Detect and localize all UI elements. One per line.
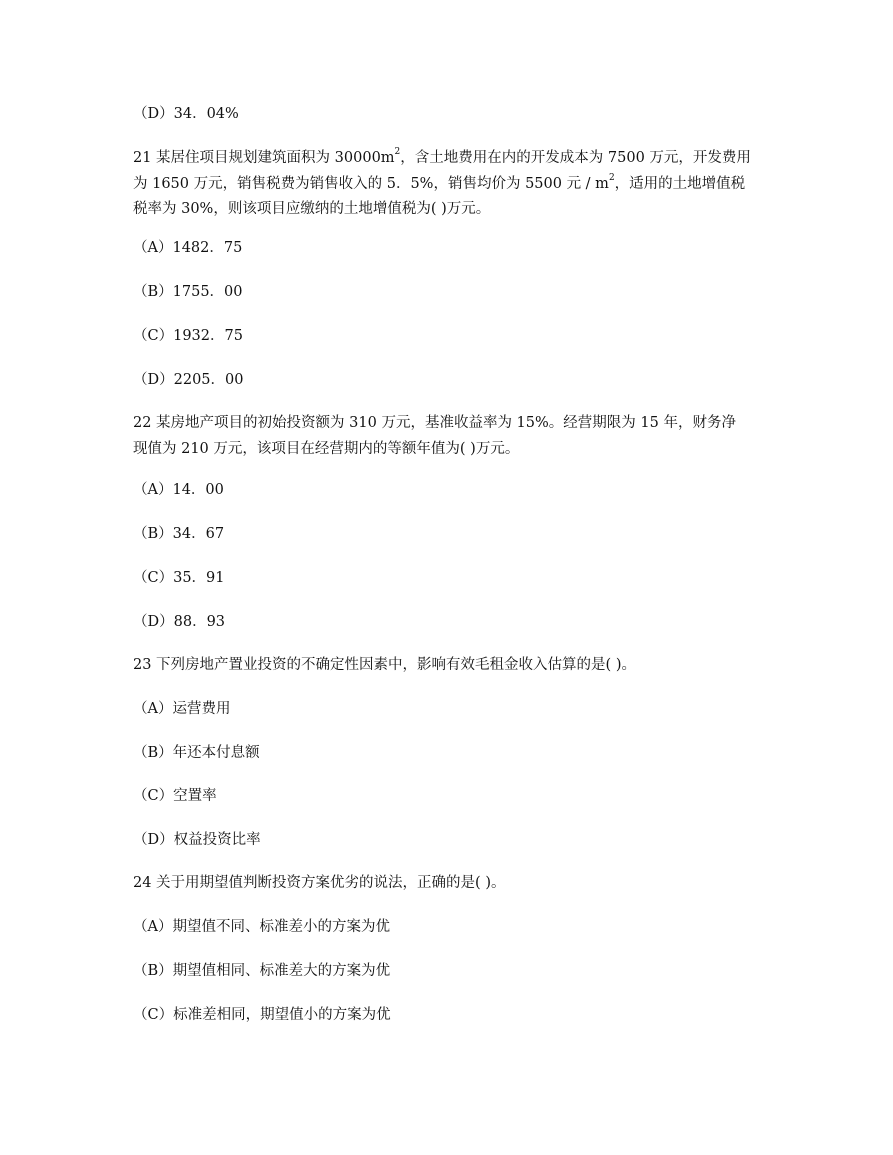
question-21-text: 21 某居住项目规划建筑面积为 30000m (133, 150, 395, 166)
q23-option-a: （A）运营费用 (133, 701, 231, 717)
question-21-text: ，含土地费用在内的开发成本为 7500 万元，开发费用 (400, 150, 751, 166)
q22-option-d: （D）88．93 (133, 614, 226, 630)
question-23-line-1: 23 下列房地产置业投资的不确定性因素中，影响有效毛租金收入估算的是( )。 (133, 657, 636, 673)
q21-option-c: （C）1932．75 (133, 328, 243, 344)
question-21-line-2 (133, 174, 745, 194)
superscript: 2 (394, 147, 401, 157)
question-21-line-1 (133, 148, 751, 168)
q23-option-b: （B）年还本付息额 (133, 745, 260, 761)
q22-option-b: （B）34．67 (133, 526, 225, 542)
q21-option-b: （B）1755．00 (133, 284, 243, 300)
question-21-text: 为 1650 万元，销售税费为销售收入的 5．5%，销售均价为 5500 元 / m (133, 176, 609, 192)
q21-option-a: （A）1482．75 (133, 240, 243, 256)
question-21-line-3: 税率为 30%，则该项目应缴纳的土地增值税为( )万元。 (133, 201, 491, 217)
option-d-previous: （D）34．04% (133, 106, 239, 122)
superscript: 2 (608, 173, 615, 183)
q21-option-d: （D）2205．00 (133, 372, 244, 388)
q24-option-b: （B）期望值相同、标准差大的方案为优 (133, 963, 391, 979)
question-21-text: ，适用的土地增值税 (614, 176, 746, 192)
q24-option-c: （C）标准差相同，期望值小的方案为优 (133, 1007, 391, 1023)
question-24-line-1: 24 关于用期望值判断投资方案优劣的说法，正确的是( )。 (133, 875, 506, 891)
q22-option-a: （A）14．00 (133, 482, 224, 498)
question-22-line-1: 22 某房地产项目的初始投资额为 310 万元，基准收益率为 15%。经营期限为 15 年，财务净 (133, 415, 736, 431)
q23-option-c: （C）空置率 (133, 788, 217, 804)
q24-option-a: （A）期望值不同、标准差小的方案为优 (133, 919, 390, 935)
q23-option-d: （D）权益投资比率 (133, 832, 261, 848)
question-22-line-2: 现值为 210 万元，该项目在经营期内的等额年值为( )万元。 (133, 441, 520, 457)
q22-option-c: （C）35．91 (133, 570, 225, 586)
